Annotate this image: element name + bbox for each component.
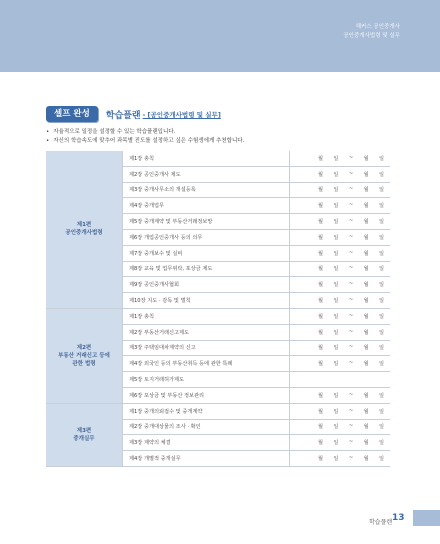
header-line-1: 해커스 공인중개사 (355, 24, 400, 30)
date-range (290, 360, 390, 367)
date-range (290, 171, 390, 178)
date-tilde-label: ~ (348, 344, 354, 351)
date-range (290, 218, 390, 225)
date-month-label: 월 (318, 313, 324, 320)
date-month-label: 월 (318, 361, 324, 368)
date-month-label: 월 (363, 203, 369, 210)
chapter-title: 제4장 개별적 중개실무 (123, 451, 290, 467)
date-tilde-label: ~ (348, 281, 354, 288)
page-number: 13 (392, 513, 405, 523)
date-tilde-label: ~ (348, 360, 354, 367)
date-day-label: 일 (378, 171, 384, 178)
date-month-label: 월 (363, 171, 369, 178)
date-month-label: 월 (363, 440, 369, 447)
date-day-label: 일 (333, 424, 339, 431)
date-month-label: 월 (363, 250, 369, 257)
date-month-label: 월 (318, 187, 324, 194)
date-day-label: 일 (333, 171, 339, 178)
header-banner (0, 0, 440, 72)
date-day-label: 일 (333, 187, 339, 194)
chapter-title: 제1장 총칙 (123, 151, 290, 166)
chapter-title: 제2장 공인중개사 제도 (123, 166, 290, 182)
date-range-cell[interactable] (290, 245, 391, 261)
date-range-cell[interactable] (290, 182, 391, 198)
date-range (290, 392, 390, 399)
date-range-cell[interactable] (290, 387, 391, 403)
date-day-label: 일 (333, 313, 339, 320)
date-range (290, 234, 390, 241)
date-range-cell[interactable] (290, 308, 391, 324)
chapter-title: 제2장 부동산거래신고제도 (123, 324, 290, 340)
chapter-title: 제3장 주택임대차계약의 신고 (123, 340, 290, 356)
date-day-label: 일 (378, 219, 384, 226)
date-range (290, 281, 390, 288)
date-day-label: 일 (378, 282, 384, 289)
date-month-label: 월 (363, 187, 369, 194)
date-tilde-label: ~ (348, 439, 354, 446)
date-month-label: 월 (363, 361, 369, 368)
date-month-label: 월 (363, 329, 369, 336)
date-tilde-label: ~ (348, 328, 354, 335)
date-month-label: 월 (363, 456, 369, 463)
date-range-cell[interactable] (290, 356, 391, 372)
date-day-label: 일 (333, 282, 339, 289)
date-range-cell[interactable] (290, 403, 391, 419)
date-day-label: 일 (333, 155, 339, 162)
part-name-line: 제1편 (76, 222, 92, 229)
date-month-label: 월 (363, 234, 369, 241)
table-row (46, 308, 390, 324)
part-name-line: 공인중개사법령 (65, 230, 103, 237)
date-range (290, 423, 390, 430)
date-range (290, 455, 390, 462)
date-day-label: 일 (378, 187, 384, 194)
date-month-label: 월 (363, 155, 369, 162)
date-range (290, 408, 390, 415)
date-tilde-label: ~ (348, 407, 354, 414)
chapter-title: 제4장 외국인 등의 부동산취득 등에 관한 특례 (123, 356, 290, 372)
date-day-label: 일 (378, 298, 384, 305)
date-tilde-label: ~ (348, 186, 354, 193)
date-range (290, 329, 390, 336)
date-day-label: 일 (333, 250, 339, 257)
date-month-label: 월 (318, 440, 324, 447)
date-month-label: 월 (318, 155, 324, 162)
table-row (46, 151, 390, 166)
date-day-label: 일 (378, 203, 384, 210)
part-name-line: 제3편 (76, 427, 92, 434)
date-tilde-label: ~ (348, 233, 354, 240)
date-tilde-label: ~ (348, 249, 354, 256)
chapter-title: 제6장 개업공인중개사 등의 의무 (123, 229, 290, 245)
date-day-label: 일 (333, 266, 339, 273)
date-range-cell[interactable] (290, 277, 391, 293)
date-range-cell[interactable] (290, 151, 391, 166)
date-tilde-label: ~ (348, 312, 354, 319)
date-month-label: 월 (363, 266, 369, 273)
date-month-label: 월 (318, 250, 324, 257)
page-subtitle: - [공인중개사법령 및 실무] (142, 110, 221, 119)
part-cell (46, 151, 123, 308)
date-day-label: 일 (333, 345, 339, 352)
part-name-line: 관한 법령 (72, 360, 96, 367)
date-day-label: 일 (333, 361, 339, 368)
date-range-cell[interactable] (290, 324, 391, 340)
date-month-label: 월 (318, 234, 324, 241)
chapter-title: 제7장 중개보수 및 실비 (123, 245, 290, 261)
date-tilde-label: ~ (348, 265, 354, 272)
part-cell (46, 308, 123, 403)
date-range-cell[interactable] (290, 340, 391, 356)
date-range (290, 265, 390, 272)
date-range-cell[interactable] (290, 198, 391, 214)
date-day-label: 일 (378, 155, 384, 162)
date-tilde-label: ~ (348, 218, 354, 225)
date-range (290, 344, 390, 351)
notes-list (46, 128, 244, 146)
date-day-label: 일 (333, 392, 339, 399)
date-range (290, 186, 390, 193)
footer-label: 학습플랜 (369, 519, 393, 526)
date-tilde-label: ~ (348, 170, 354, 177)
part-name-line: 부동산 거래신고 등에 (58, 352, 110, 359)
date-range-cell[interactable] (290, 214, 391, 230)
page-title: 학습플랜 (105, 110, 141, 121)
chapter-title: 제5장 중개계약 및 부동산거래정보망 (123, 214, 290, 230)
study-plan-table (46, 151, 390, 467)
note-item: • 자신의 학습속도에 맞추어 과목별 진도를 설정하고 싶은 수험생에게 추천합니다. (46, 138, 245, 144)
date-month-label: 월 (318, 392, 324, 399)
date-month-label: 월 (363, 219, 369, 226)
date-month-label: 월 (363, 345, 369, 352)
date-day-label: 일 (378, 234, 384, 241)
date-range-cell[interactable] (290, 229, 391, 245)
header-line-2: 공인중개사법령 및 실무 (343, 33, 400, 39)
date-day-label: 일 (378, 456, 384, 463)
date-tilde-label: ~ (348, 423, 354, 430)
date-range-cell[interactable] (290, 435, 391, 451)
date-day-label: 일 (333, 234, 339, 241)
chapter-title: 제8장 교육 및 업무위탁, 포상금 제도 (123, 261, 290, 277)
part-name-line: 제2편 (76, 344, 92, 351)
date-month-label: 월 (318, 424, 324, 431)
date-range-cell[interactable] (290, 261, 391, 277)
chapter-title: 제5장 토지거래허가제도 (123, 372, 290, 388)
date-day-label: 일 (333, 440, 339, 447)
chapter-title: 제3장 계약의 체결 (123, 435, 290, 451)
date-month-label: 월 (318, 408, 324, 415)
chapter-title: 제2장 중개대상물의 조사 · 확인 (123, 419, 290, 435)
date-range (290, 313, 390, 320)
date-month-label: 월 (318, 266, 324, 273)
chapter-title: 제1장 총칙 (123, 308, 290, 324)
table-row (46, 403, 390, 419)
date-range-cell[interactable] (290, 451, 391, 467)
section-title (46, 106, 221, 122)
date-tilde-label: ~ (348, 297, 354, 304)
date-range-cell[interactable] (290, 293, 391, 309)
date-day-label: 일 (333, 456, 339, 463)
date-range (290, 439, 390, 446)
date-range (290, 155, 390, 162)
date-day-label: 일 (333, 298, 339, 305)
date-month-label: 월 (363, 408, 369, 415)
date-day-label: 일 (378, 313, 384, 320)
date-day-label: 일 (333, 219, 339, 226)
date-range-cell[interactable] (290, 166, 391, 182)
date-day-label: 일 (378, 408, 384, 415)
date-month-label: 월 (318, 456, 324, 463)
chapter-title: 제6장 포상금 및 부동산 정보관리 (123, 387, 290, 403)
date-month-label: 월 (363, 282, 369, 289)
date-day-label: 일 (378, 329, 384, 336)
date-month-label: 월 (318, 345, 324, 352)
date-month-label: 월 (363, 424, 369, 431)
date-tilde-label: ~ (348, 154, 354, 161)
date-month-label: 월 (363, 313, 369, 320)
chapter-title: 제3장 중개사무소의 개설등록 (123, 182, 290, 198)
date-month-label: 월 (318, 203, 324, 210)
date-day-label: 일 (333, 203, 339, 210)
date-month-label: 월 (363, 392, 369, 399)
part-name-line: 중개실무 (73, 435, 95, 442)
date-tilde-label: ~ (348, 391, 354, 398)
date-day-label: 일 (378, 361, 384, 368)
date-month-label: 월 (318, 329, 324, 336)
date-day-label: 일 (378, 424, 384, 431)
part-cell (46, 403, 123, 466)
date-day-label: 일 (378, 345, 384, 352)
chapter-title: 제10장 지도 · 감독 및 벌칙 (123, 293, 290, 309)
date-day-label: 일 (378, 266, 384, 273)
self-complete-badge: 셀프 완성 (46, 106, 98, 122)
date-day-label: 일 (378, 440, 384, 447)
date-range (290, 297, 390, 304)
date-month-label: 월 (318, 219, 324, 226)
date-tilde-label: ~ (348, 202, 354, 209)
footer-bar (413, 510, 440, 526)
date-range (290, 250, 390, 257)
date-month-label: 월 (318, 298, 324, 305)
note-item: • 자율적으로 일정을 설정할 수 있는 학습플랜입니다. (46, 129, 176, 135)
date-range-cell[interactable] (290, 419, 391, 435)
chapter-title: 제4장 중개업무 (123, 198, 290, 214)
date-range-cell[interactable] (290, 372, 391, 388)
chapter-title: 제9장 공인중개사협회 (123, 277, 290, 293)
date-range (290, 202, 390, 209)
date-day-label: 일 (333, 329, 339, 336)
chapter-title: 제1장 중개의뢰접수 및 중개계약 (123, 403, 290, 419)
date-month-label: 월 (363, 298, 369, 305)
date-day-label: 일 (378, 250, 384, 257)
date-month-label: 월 (318, 282, 324, 289)
date-tilde-label: ~ (348, 455, 354, 462)
date-day-label: 일 (333, 408, 339, 415)
date-day-label: 일 (378, 392, 384, 399)
date-month-label: 월 (318, 171, 324, 178)
